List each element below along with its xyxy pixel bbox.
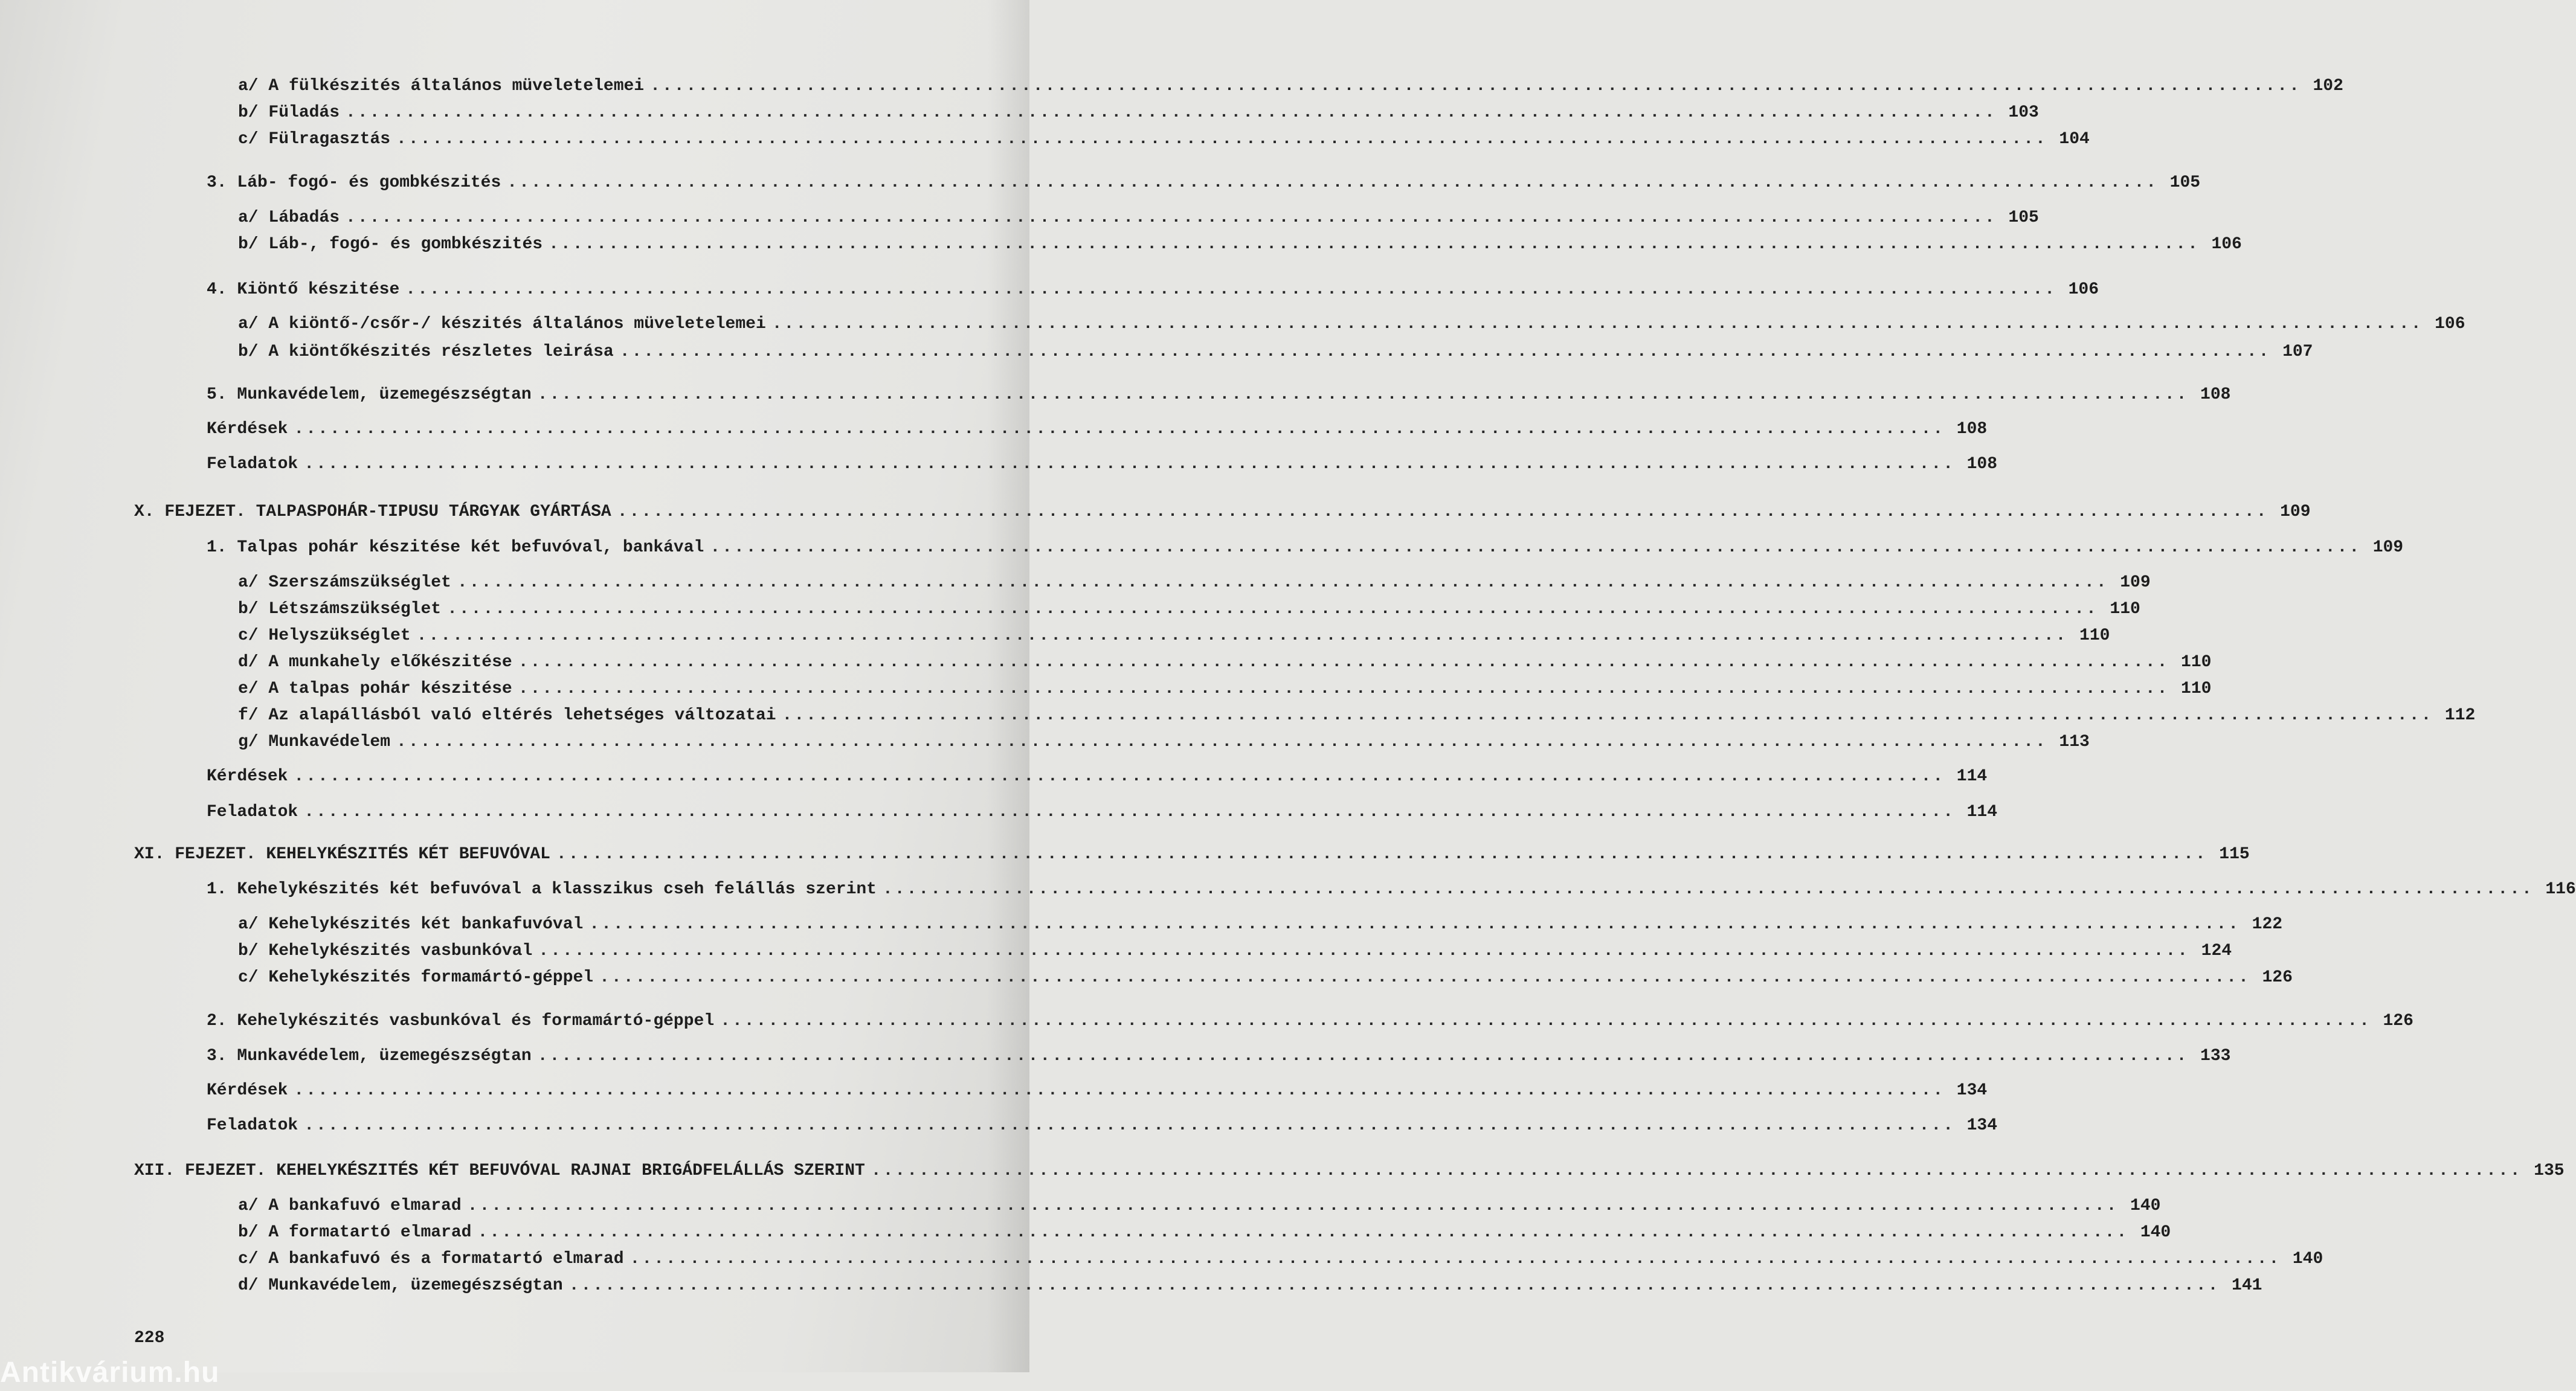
toc-section-row [207, 1080, 1988, 1102]
toc-entry-title: Kérdések [207, 420, 288, 439]
toc-entry-title: d/ A munkahely előkészitése [238, 653, 512, 672]
toc-subsection-row [238, 678, 2212, 700]
toc-entry-title: a/ Kehelykészités két bankafuvóval [238, 915, 584, 934]
dot-leader [617, 501, 2268, 523]
toc-entry-title: 2. Kehelykészités vasbunkóval és formamártó-géppel [207, 1012, 715, 1030]
toc-entry-title: a/ Szerszámszükséglet [238, 573, 451, 592]
toc-section-row [207, 1115, 1998, 1137]
toc-subsection-row [238, 967, 2293, 989]
toc-entry-title: a/ A fülkészités általános müveletelemei [238, 77, 645, 95]
toc-subsection-row [238, 1195, 2161, 1217]
watermark: Antikvárium.hu [0, 1357, 220, 1389]
dot-leader [620, 341, 2271, 363]
toc-subsection-row [238, 207, 2039, 229]
toc-entry-page: 109 [2120, 573, 2151, 592]
toc-entry-page: 134 [1956, 1081, 1988, 1100]
toc-entry-title: a/ A kiöntő-/csőr-/ készités általános müveletelemei [238, 315, 766, 333]
toc-entry-page: 106 [2435, 315, 2465, 333]
dot-leader [405, 279, 2056, 301]
toc-section-row [207, 537, 2404, 559]
dot-leader [396, 731, 2047, 753]
toc-section-row [207, 802, 1998, 823]
toc-chapter-row [134, 1160, 2565, 1182]
toc-subsection-row [238, 599, 2140, 620]
toc-entry-title: Feladatok [207, 803, 298, 821]
toc-section-row [207, 172, 2201, 194]
dot-leader [556, 844, 2207, 866]
toc-entry-title: Feladatok [207, 455, 298, 474]
toc-entry-title: b/ Kehelykészités vasbunkóval [238, 942, 533, 960]
dot-leader [883, 879, 2534, 901]
toc-entry-title: c/ Helyszükséglet [238, 626, 411, 645]
toc-subsection-row [238, 652, 2212, 673]
toc-entry-page: 115 [2219, 845, 2250, 864]
dot-leader [630, 1248, 2281, 1270]
toc-section-row [207, 384, 2231, 406]
toc-entry-page: 110 [2079, 626, 2110, 645]
toc-entry-page: 140 [2130, 1197, 2161, 1215]
dot-leader [457, 572, 2108, 594]
toc-subsection-row [238, 102, 2039, 124]
toc-entry-title: c/ Kehelykészités formamártó-géppel [238, 968, 594, 987]
toc-subsection-row [238, 1222, 2171, 1244]
dot-leader [304, 454, 1955, 475]
toc-entry-page: 102 [2313, 77, 2343, 95]
toc-entry-page: 140 [2292, 1250, 2323, 1268]
dot-leader [782, 705, 2433, 727]
toc-subsection-row [238, 129, 2090, 150]
toc-entry-page: 107 [2282, 342, 2313, 361]
toc-entry-page: 109 [2280, 503, 2311, 521]
toc-section-row [207, 1046, 2231, 1067]
toc-entry-page: 110 [2110, 600, 2140, 618]
toc-entry-title: 3. Munkavédelem, üzemegészségtan [207, 1047, 532, 1065]
toc-entry-page: 109 [2372, 538, 2404, 557]
toc-entry-page: 108 [1956, 420, 1988, 439]
toc-section-row [207, 879, 2576, 901]
dot-leader [507, 172, 2158, 194]
toc-entry-page: 133 [2200, 1047, 2231, 1065]
toc-entry-title: b/ A kiöntőkészités részletes leirása [238, 342, 614, 361]
dot-leader [417, 625, 2068, 647]
toc-subsection-row [238, 1248, 2323, 1270]
toc-entry-page: 116 [2545, 880, 2576, 899]
toc-entry-page: 140 [2140, 1223, 2171, 1242]
toc-entry-title: f/ Az alapállásból való eltérés lehetséges változatai [238, 706, 776, 725]
dot-leader [294, 1080, 1945, 1102]
toc-entry-title: 4. Kiöntő készitése [207, 280, 400, 299]
dot-leader [772, 313, 2423, 335]
dot-leader [396, 129, 2047, 150]
toc-entry-title: 1. Kehelykészités két befuvóval a klasszikus cseh felállás szerint [207, 880, 877, 899]
toc-entry-page: 108 [1966, 455, 1998, 474]
toc-entry-title: XI. FEJEZET. KEHELYKÉSZITÉS KÉT BEFUVÓVAL [134, 845, 550, 864]
toc-entry-title: b/ A formatartó elmarad [238, 1223, 472, 1242]
toc-entry-title: g/ Munkavédelem [238, 733, 391, 751]
toc-entry-title: c/ A bankafuvó és a formatartó elmarad [238, 1250, 624, 1268]
toc-subsection-row [238, 572, 2151, 594]
toc-entry-page: 106 [2211, 235, 2242, 254]
toc-entry-title: Kérdések [207, 767, 288, 786]
toc-entry-title: Feladatok [207, 1116, 298, 1135]
toc-entry-title: X. FEJEZET. TALPASPOHÁR-TIPUSU TÁRGYAK GYÁRTÁSA [134, 503, 611, 521]
toc-section-row [207, 766, 1988, 788]
dot-leader [477, 1222, 2128, 1244]
toc-entry-title: d/ Munkavédelem, üzemegészségtan [238, 1276, 563, 1295]
toc-subsection-row [238, 75, 2343, 97]
toc-entry-title: b/ Létszámszükséglet [238, 600, 442, 618]
dot-leader [710, 537, 2361, 559]
toc-entry-page: 126 [2383, 1012, 2413, 1030]
toc-entry-page: 106 [2068, 280, 2099, 299]
dot-leader [304, 802, 1955, 823]
toc-section-row [207, 1010, 2413, 1032]
dot-leader [538, 384, 2189, 406]
toc-entry-page: 105 [2169, 173, 2201, 192]
dot-leader [447, 599, 2098, 620]
dot-leader [569, 1275, 2220, 1297]
toc-entry-title: a/ Lábadás [238, 208, 340, 227]
toc-entry-title: c/ Fülragasztás [238, 130, 391, 149]
dot-leader [294, 766, 1945, 788]
toc-entry-page: 126 [2262, 968, 2293, 987]
toc-section-row [207, 279, 2099, 301]
dot-leader [346, 102, 1997, 124]
dot-leader [871, 1160, 2522, 1182]
dot-leader [599, 967, 2250, 989]
toc-entry-page: 110 [2181, 679, 2212, 698]
toc-entry-title: e/ A talpas pohár készitése [238, 679, 512, 698]
toc-chapter-row [134, 844, 2250, 866]
dot-leader [538, 940, 2189, 962]
toc-subsection-row [238, 940, 2232, 962]
dot-leader [650, 75, 2301, 97]
dot-leader [346, 207, 1997, 229]
toc-entry-page: 122 [2252, 915, 2283, 934]
toc-entry-title: XII. FEJEZET. KEHELYKÉSZITÉS KÉT BEFUVÓVAL RAJNAI BRIGÁDFELÁLLÁS SZERINT [134, 1161, 865, 1180]
toc-subsection-row [238, 625, 2110, 647]
dot-leader [720, 1010, 2371, 1032]
toc-entry-title: 5. Munkavédelem, üzemegészségtan [207, 385, 532, 404]
toc-entry-page: 104 [2059, 130, 2090, 149]
toc-subsection-row [238, 341, 2313, 363]
toc-entry-page: 113 [2059, 733, 2090, 751]
toc-entry-title: 3. Láb- fogó- és gombkészités [207, 173, 501, 192]
toc-section-row [207, 419, 1988, 440]
dot-leader [518, 652, 2169, 673]
toc-subsection-row [238, 1275, 2262, 1297]
toc-entry-page: 135 [2534, 1161, 2565, 1180]
toc-subsection-row [238, 731, 2090, 753]
toc-entry-title: 1. Talpas pohár készitése két befuvóval, bankával [207, 538, 704, 557]
dot-leader [518, 678, 2169, 700]
toc-entry-page: 110 [2181, 653, 2212, 672]
toc-subsection-row [238, 705, 2476, 727]
toc-entry-page: 112 [2444, 706, 2476, 725]
toc-subsection-row [238, 914, 2283, 936]
toc-entry-title: b/ Füladás [238, 103, 340, 122]
toc-entry-page: 103 [2008, 103, 2039, 122]
toc-subsection-row [238, 313, 2465, 335]
toc-entry-title: a/ A bankafuvó elmarad [238, 1197, 462, 1215]
dot-leader [589, 914, 2240, 936]
toc-entry-page: 114 [1956, 767, 1988, 786]
toc-entry-page: 108 [2200, 385, 2231, 404]
toc-entry-page: 105 [2008, 208, 2039, 227]
toc-entry-title: Kérdések [207, 1081, 288, 1100]
page-number: 228 [134, 1329, 165, 1348]
toc-section-row [207, 454, 1998, 475]
dot-leader [549, 234, 2200, 255]
toc-entry-page: 141 [2232, 1276, 2262, 1295]
toc-entry-page: 124 [2201, 942, 2232, 960]
dot-leader [294, 419, 1945, 440]
dot-leader [304, 1115, 1955, 1137]
toc-entry-page: 114 [1966, 803, 1998, 821]
toc-chapter-row [134, 501, 2311, 523]
toc-entry-title: b/ Láb-, fogó- és gombkészités [238, 235, 543, 254]
dot-leader [538, 1046, 2189, 1067]
toc-entry-page: 134 [1966, 1116, 1998, 1135]
toc-subsection-row [238, 234, 2242, 255]
dot-leader [468, 1195, 2119, 1217]
